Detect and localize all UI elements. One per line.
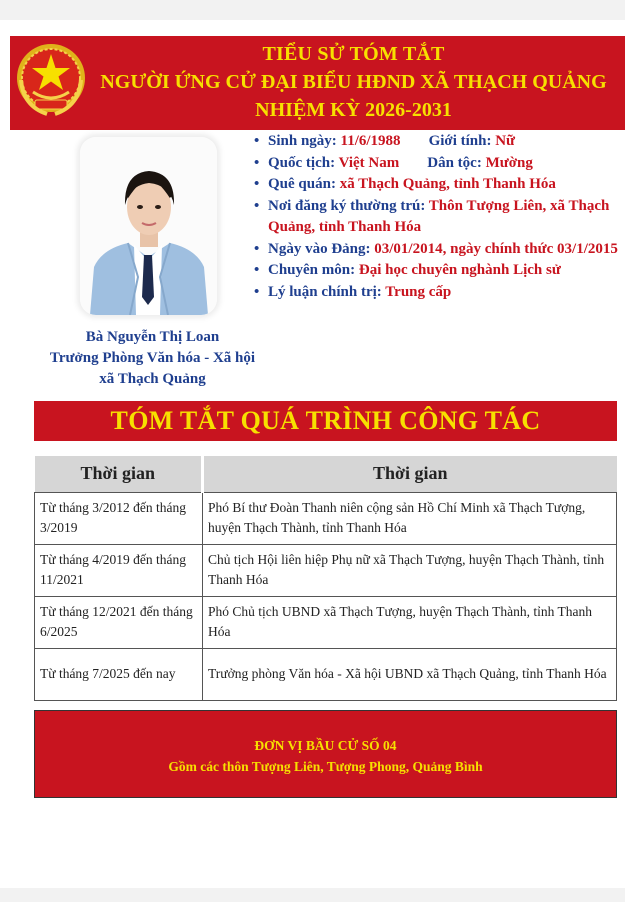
row-role: Phó Bí thư Đoàn Thanh niên cộng sản Hồ Chí Minh xã Thạch Tượng, huyện Thạch Thành, tỉnh Thanh Hóa	[203, 492, 617, 544]
gender-label: Giới tính:	[428, 133, 492, 149]
national-emblem-icon	[13, 40, 89, 122]
table-row	[35, 544, 617, 596]
table-row	[35, 492, 617, 544]
residence-label: Nơi đăng ký thường trú:	[268, 197, 426, 214]
candidate-name: Bà Nguyễn Thị Loan	[85, 329, 220, 345]
hometown-label: Quê quán:	[268, 176, 336, 192]
party-label: Ngày vào Đảng:	[268, 240, 371, 257]
electoral-unit-box	[34, 710, 617, 798]
header-title-block	[82, 40, 625, 124]
table-header-time: Thời gian	[35, 456, 203, 492]
party-value: 03/01/2014, ngày chính thức 03/1/2015	[374, 240, 618, 257]
nationality-label: Quốc tịch:	[268, 154, 336, 171]
header-title-line1: TIỂU SỬ TÓM TẮT	[262, 43, 445, 65]
info-political	[254, 282, 624, 304]
info-residence	[254, 196, 624, 239]
row-role: Chủ tịch Hội liên hiệp Phụ nữ xã Thạch Tượng, huyện Thạch Thành, tỉnh Thanh Hóa	[203, 544, 617, 596]
portrait-image	[80, 137, 217, 315]
hometown-value: xã Thạch Quảng, tỉnh Thanh Hóa	[339, 176, 556, 192]
table-row	[35, 648, 617, 700]
birth-label: Sinh ngày:	[268, 133, 337, 149]
table-header-role: Thời gian	[203, 456, 617, 492]
ethnic-label: Dân tộc:	[427, 154, 482, 171]
info-hometown	[254, 174, 624, 196]
candidate-name-block	[30, 327, 275, 390]
birth-value: 11/6/1988	[340, 133, 401, 149]
row-role: Trưởng phòng Văn hóa - Xã hội UBND xã Thạch Quảng, tỉnh Thanh Hóa	[203, 648, 617, 700]
ethnic-value: Mường	[485, 154, 533, 171]
document-page	[0, 20, 625, 888]
section-title: TÓM TẮT QUÁ TRÌNH CÔNG TÁC	[34, 401, 617, 441]
work-history-table	[34, 456, 617, 701]
electoral-unit-title: ĐƠN VỊ BẦU CỬ SỐ 04	[254, 738, 397, 753]
header-banner	[10, 36, 625, 130]
row-time: Từ tháng 4/2019 đến tháng 11/2021	[35, 544, 203, 596]
nationality-value: Việt Nam	[338, 154, 400, 171]
portrait-photo	[80, 137, 217, 315]
political-label: Lý luận chính trị:	[268, 283, 382, 300]
electoral-unit-areas: Gồm các thôn Tượng Liên, Tượng Phong, Quảng Bình	[168, 759, 483, 774]
info-nationality-ethnic	[254, 153, 624, 175]
header-title-line3: NHIỆM KỲ 2026-2031	[255, 99, 452, 121]
personal-info-list	[254, 131, 624, 303]
political-value: Trung cấp	[385, 283, 452, 300]
table-row	[35, 596, 617, 648]
info-major	[254, 260, 624, 282]
row-time: Từ tháng 7/2025 đến nay	[35, 648, 203, 700]
candidate-title-line2: xã Thạch Quảng	[99, 371, 206, 387]
residence-value: Thôn Tượng Liên, xã Thạch Quảng, tỉnh Thanh Hóa	[268, 197, 610, 235]
gender-value: Nữ	[495, 133, 516, 149]
row-time: Từ tháng 12/2021 đến tháng 6/2025	[35, 596, 203, 648]
row-time: Từ tháng 3/2012 đến tháng 3/2019	[35, 492, 203, 544]
header-title-line2: NGƯỜI ỨNG CỬ ĐẠI BIỂU HĐND XÃ THẠCH QUẢNG	[100, 71, 607, 93]
info-party	[254, 239, 624, 261]
candidate-title-line1: Trưởng Phòng Văn hóa - Xã hội	[49, 350, 256, 366]
table-header-row	[35, 456, 617, 492]
major-value: Đại học chuyên nghành Lịch sử	[358, 262, 561, 278]
info-birth-gender	[254, 131, 624, 153]
row-role: Phó Chủ tịch UBND xã Thạch Tượng, huyện Thạch Thành, tỉnh Thanh Hóa	[203, 596, 617, 648]
major-label: Chuyên môn:	[268, 262, 356, 278]
